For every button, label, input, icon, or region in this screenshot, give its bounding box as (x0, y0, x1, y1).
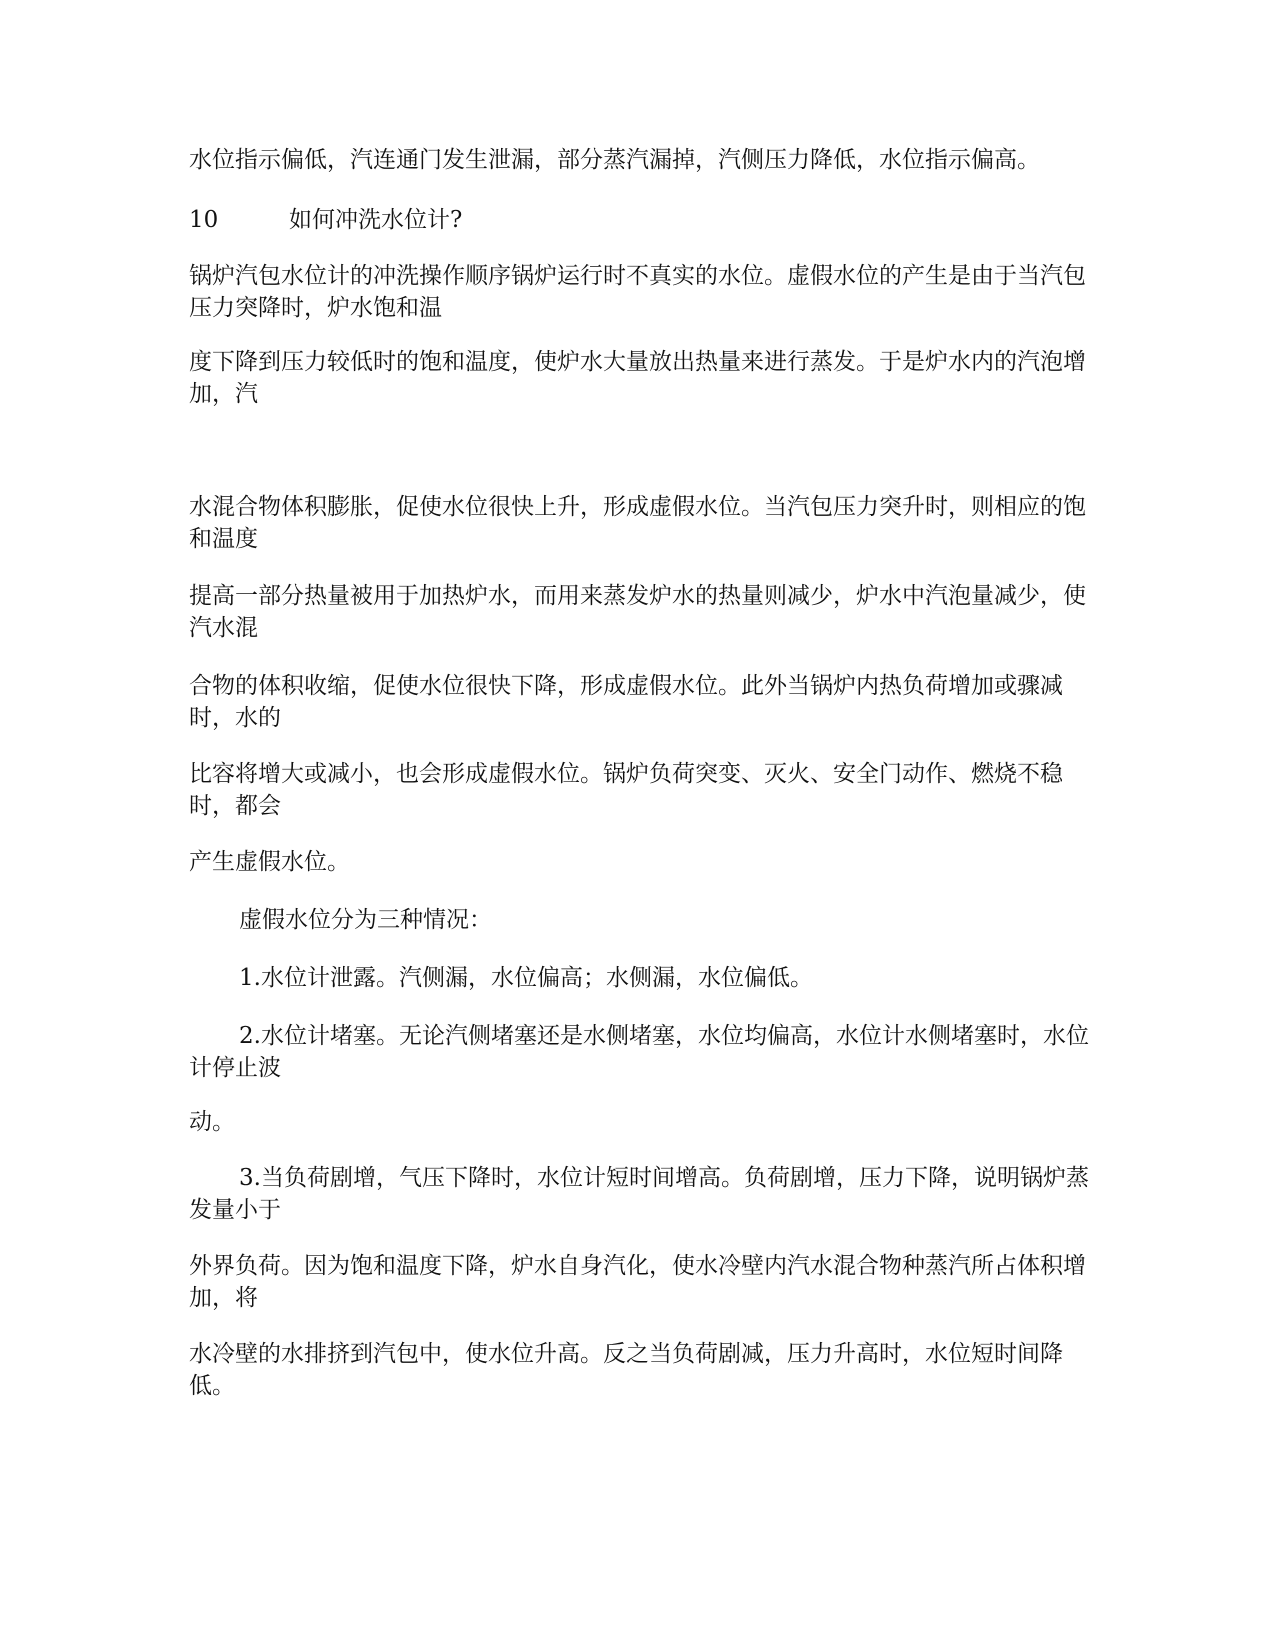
list-item-continuation: 动。 (189, 1109, 235, 1135)
list-item: 1.水位计泄露。汽侧漏，水位偏高；水侧漏，水位偏低。 (239, 965, 813, 991)
paragraph: 度下降到压力较低时的饱和温度，使炉水大量放出热量来进行蒸发。于是炉水内的汽泡增加，汽 (189, 349, 1086, 407)
paragraph: 比容将增大或减小，也会形成虚假水位。锅炉负荷突变、灭火、安全门动作、燃烧不稳时，都会 (189, 761, 1063, 819)
list-item-continuation: 外界负荷。因为饱和温度下降，炉水自身汽化，使水冷壁内汽水混合物种蒸汽所占体积增加，将 (189, 1253, 1086, 1311)
list-item: 3.当负荷剧增，气压下降时，水位计短时间增高。负荷剧增，压力下降，说明锅炉蒸发量小于 (189, 1165, 1089, 1223)
question-heading: 如何冲洗水位计? (289, 207, 463, 233)
list-item-continuation: 水冷壁的水排挤到汽包中，使水位升高。反之当负荷剧减，压力升高时，水位短时间降低。 (189, 1341, 1063, 1399)
list-intro: 虚假水位分为三种情况： (239, 907, 492, 933)
paragraph: 合物的体积收缩，促使水位很快下降，形成虚假水位。此外当锅炉内热负荷增加或骤减时，水的 (189, 673, 1063, 731)
paragraph: 产生虚假水位。 (189, 849, 350, 875)
paragraph: 锅炉汽包水位计的冲洗操作顺序锅炉运行时不真实的水位。虚假水位的产生是由于当汽包压力突降时，炉水饱和温 (189, 263, 1086, 321)
paragraph-continuation: 水位指示偏低，汽连通门发生泄漏，部分蒸汽漏掉，汽侧压力降低，水位指示偏高。 (189, 147, 1040, 173)
question-number: 10 (189, 207, 219, 233)
paragraph: 水混合物体积膨胀，促使水位很快上升，形成虚假水位。当汽包压力突升时，则相应的饱和温度 (189, 494, 1086, 552)
list-item: 2.水位计堵塞。无论汽侧堵塞还是水侧堵塞，水位均偏高，水位计水侧堵塞时，水位计停止波 (189, 1023, 1089, 1081)
paragraph: 提高一部分热量被用于加热炉水，而用来蒸发炉水的热量则减少，炉水中汽泡量减少，使汽水混 (189, 583, 1086, 641)
